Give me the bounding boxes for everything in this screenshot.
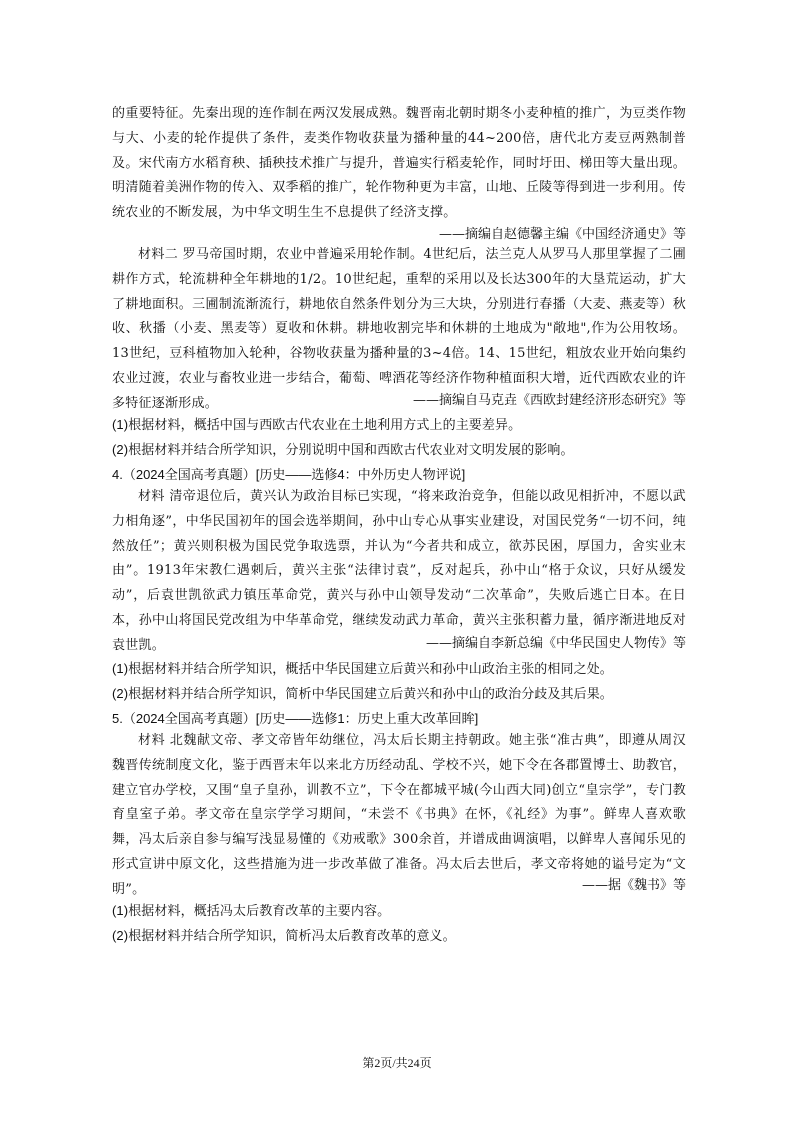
material-1-source: ——摘编自赵德馨主编《中国经济通史》等 xyxy=(438,227,686,242)
page-number-footer: 第2页/共24页 xyxy=(362,1056,432,1070)
question-3-part-1: (1)根据材料，概括中国与西欧古代农业在土地利用方式上的主要差异。 xyxy=(112,417,522,432)
question-4-part-2: (2)根据材料并结合所学知识，简析中华民国建立后黄兴和孙中山的政治分歧及其后果。 xyxy=(112,686,613,701)
question-4-source: ——摘编自李新总编《中华民国史人物传》等 xyxy=(425,636,686,651)
question-5-source: ——据《魏书》等 xyxy=(581,878,686,893)
material-2-paragraph: 材料二 罗马帝国时期，农业中普遍采用轮作制。4世纪后，法兰克人从罗马人那里掌握了二圃耕作方式，轮流耕种全年耕地的1/2。10世纪起，重犁的采用以及长达300年的大垦荒运动，扩大了耕地面积。三圃制流渐流行，耕地依自然条件划分为三大块，分别进行春播（大麦、燕麦等）秋收、秋播（小麦、黑麦等）夏收和休耕。耕地收割完毕和休耕的土地成为"敞地",作为公用牧场。13世纪，豆科植物加入轮种，谷物收获量为播种量的3~4倍。14、15世纪，粗放农业开始向集约农业过渡，农业与畜牧业进一步结合，葡萄、啤酒花等经济作物种植面积大增，近代西欧农业的许多特征逐渐形成。 xyxy=(112,247,686,411)
material-2-source: ——摘编自马克垚《西欧封建经济形态研究》等 xyxy=(412,393,686,408)
question-4-part-1: (1)根据材料并结合所学知识，概括中华民国建立后黄兴和孙中山政治主张的相同之处。 xyxy=(112,661,613,676)
question-5-heading: 5.（2024全国高考真题）[历史——选修1：历史上重大改革回眸] xyxy=(112,711,479,726)
question-5-part-2: (2)根据材料并结合所学知识，简析冯太后教育改革的意义。 xyxy=(112,928,456,943)
question-3-part-2: (2)根据材料并结合所学知识，分别说明中国和西欧古代农业对文明发展的影响。 xyxy=(112,442,574,457)
question-5-part-1: (1)根据材料，概括冯太后教育改革的主要内容。 xyxy=(112,903,391,918)
question-4-material: 材料 清帝退位后，黄兴认为政治目标已实现，“将来政治竞争，但能以政见相折冲，不愿以武力相角逐”，中华民国初年的国会选举期间，孙中山专心从事实业建设，对国民党务“一切不问，纯然放任”；黄兴则积极为国民党争取选票，并认为“今者共和成立，欲苏民困，厚国力，舍实业末由”。1913年宋教仁遇刺后，黄兴主张“法律讨袁”，反对起兵，孙中山“格于众议，只好从缓发动”，后袁世凯欲武力镇压革命党，黄兴与孙中山领导发动“二次革命”，失败后逃亡日本。在日本，孙中山将国民党改组为中华革命党，继续发动武力革命，黄兴主张积蓄力量，循序渐进地反对袁世凯。 xyxy=(112,489,686,653)
material-1-paragraph: 的重要特征。先秦出现的连作制在两汉发展成熟。魏晋南北朝时期冬小麦种植的推广，为豆类作物与大、小麦的轮作提供了条件，麦类作物收获量为播种量的44~200倍，唐代北方麦豆两熟制普及。宋代南方水稻育秧、插秧技术推广与提升，普遍实行稻麦轮作，同时圩田、梯田等大量出现。明清随着美洲作物的传入、双季稻的推广，轮作物种更为丰富，山地、丘陵等得到进一步利用。传统农业的不断发展，为中华文明生生不息提供了经济支撑。 xyxy=(112,106,686,221)
question-5-material: 材料 北魏献文帝、孝文帝皆年幼继位，冯太后长期主持朝政。她主张“准古典”，即遵从周汉魏晋传统制度文化，鉴于西晋末年以来北方历经动乱、学校不兴，她下令在各郡置博士、助教官，建立官办学校，又围“皇子皇孙，训教不立”，下令在都城平城(今山西大同)创立“皇宗学”，专门教育皇室子弟。孝文帝在皇宗学学习期间，“未尝不《书典》在怀，《礼经》为事”。鲜卑人喜欢歌舞，冯太后亲自参与编写浅显易懂的《劝戒歌》300余首，并谱成曲调演唱，以鲜卑人喜闻乐见的形式宣讲中原文化，这些措施为进一步改革做了准备。冯太后去世后，孝文帝将她的谥号定为“文明”。 xyxy=(112,733,686,897)
question-4-heading: 4.（2024全国高考真题）[历史——选修4：中外历史人物评说] xyxy=(112,467,466,482)
